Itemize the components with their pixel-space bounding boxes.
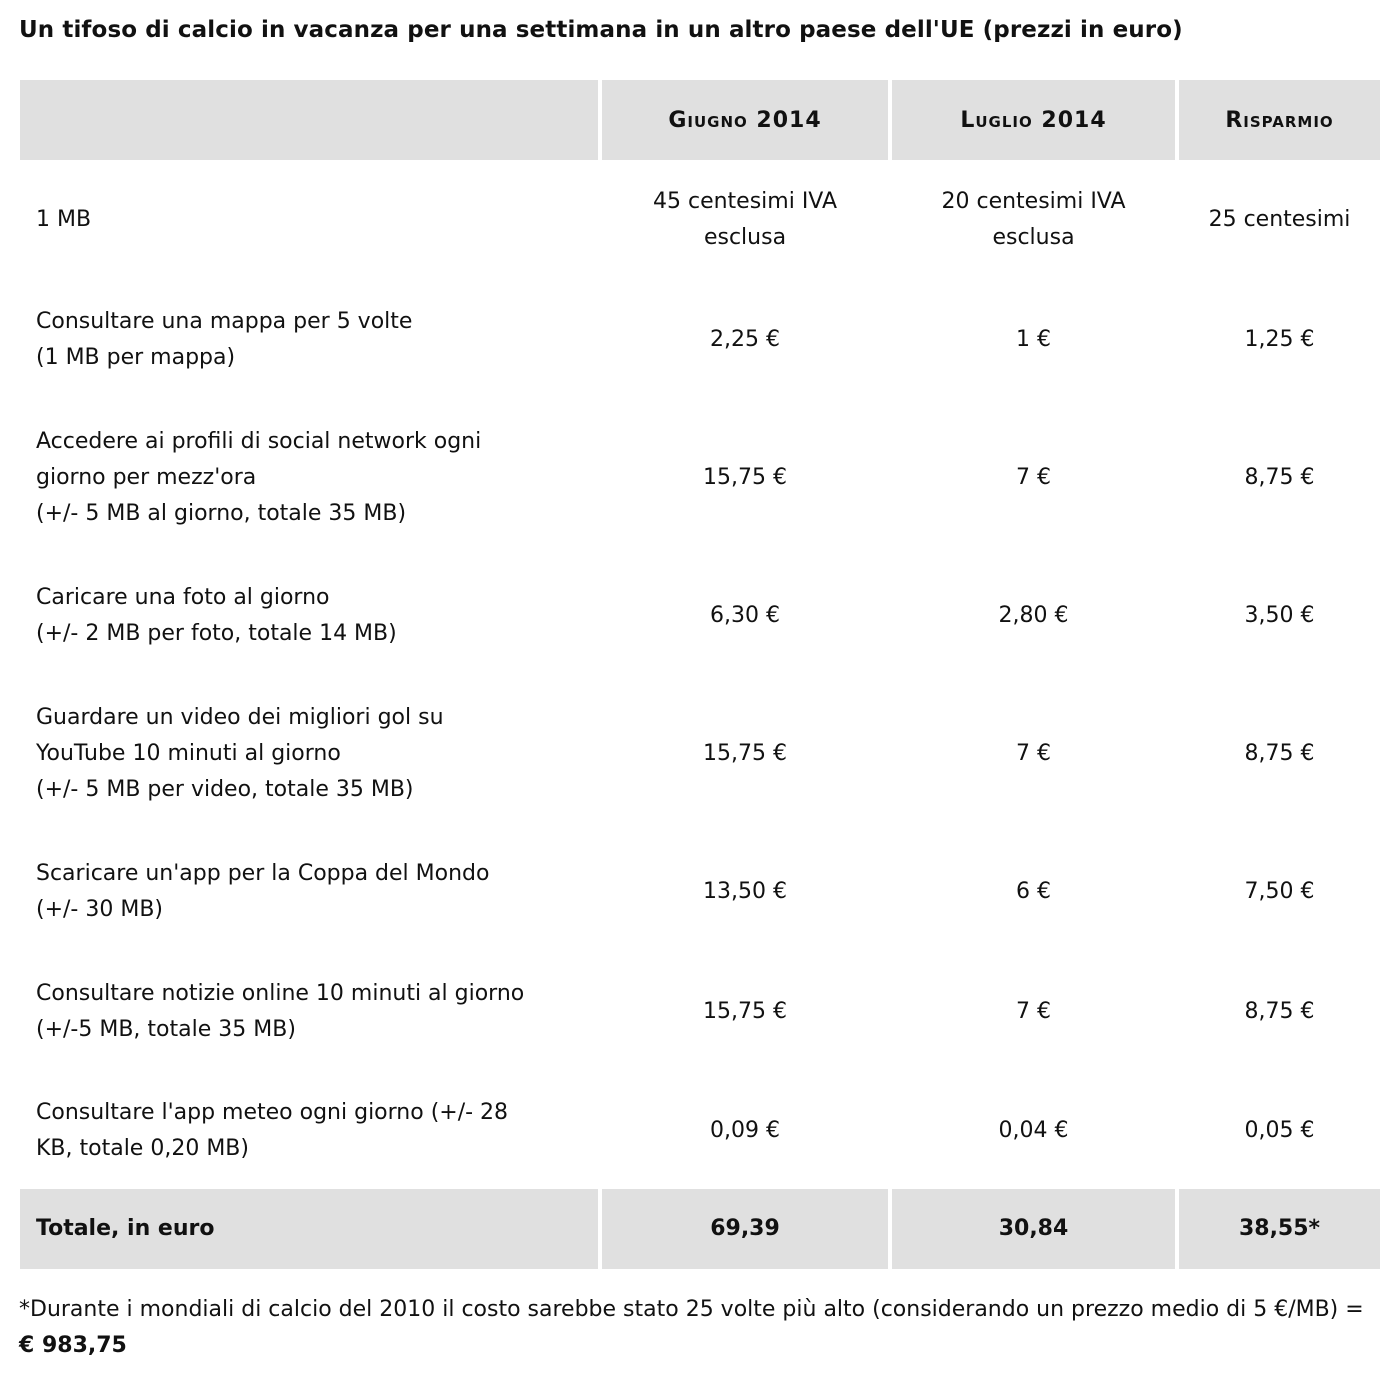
table-row [20, 832, 1380, 952]
table-row [20, 400, 1380, 556]
cell-giugno: 15,75 € [703, 741, 787, 766]
total-giugno: 69,39 [602, 1189, 888, 1269]
footnote-text: *Durante i mondiali di calcio del 2010 il costo sarebbe stato 25 volte più alto (considerando un prezzo medio di 5 €/MB) = [19, 1297, 1364, 1322]
row-label: 1 MB [36, 207, 92, 232]
header-risparmio: Risparmio [1179, 80, 1380, 160]
row-label: Scaricare un'app per la Coppa del Mondo (+/- 30 MB) [36, 861, 490, 922]
row-label: Caricare una foto al giorno (+/- 2 MB per foto, totale 14 MB) [36, 585, 397, 646]
cell-giugno: 0,09 € [710, 1117, 780, 1143]
table-row [20, 280, 1380, 400]
header-empty [20, 80, 598, 160]
total-risparmio: 38,55* [1179, 1189, 1380, 1269]
total-label: Totale, in euro [20, 1189, 598, 1269]
cell-luglio: 7 € [1016, 465, 1051, 490]
cell-luglio: 6 € [1016, 879, 1051, 904]
row-label: Consultare notizie online 10 minuti al giorno (+/-5 MB, totale 35 MB) [36, 981, 525, 1042]
pricing-table [16, 80, 1384, 1269]
footnote [19, 1292, 1379, 1364]
cell-risparmio: 8,75 € [1244, 465, 1315, 490]
table-row [20, 676, 1380, 832]
header-giugno: Giugno 2014 [602, 80, 888, 160]
page-title: Un tifoso di calcio in vacanza per una settimana in un altro paese dell'UE (prezzi in euro) [19, 17, 1183, 43]
cell-risparmio: 0,05 € [1244, 1117, 1315, 1143]
cell-luglio: 7 € [1016, 999, 1051, 1024]
cell-luglio: 7 € [1016, 741, 1051, 766]
table-row [20, 1072, 1380, 1189]
row-label: Accedere ai profili di social network ogni giorno per mezz'ora (+/- 5 MB al giorno, totale 35 MB) [36, 429, 482, 526]
table-header-row [20, 80, 1380, 160]
cell-luglio: 20 centesimi IVA esclusa [941, 189, 1126, 250]
cell-giugno: 6,30 € [710, 603, 780, 628]
cell-luglio: 2,80 € [998, 603, 1069, 628]
cell-risparmio: 8,75 € [1244, 741, 1315, 766]
cell-giugno: 13,50 € [703, 879, 787, 904]
cell-giugno: 15,75 € [703, 999, 787, 1024]
row-label: Consultare una mappa per 5 volte (1 MB per mappa) [36, 309, 413, 370]
total-row [20, 1189, 1380, 1269]
row-label: Consultare l'app meteo ogni giorno (+/- 28 KB, totale 0,20 MB) [36, 1099, 509, 1161]
table-row [20, 952, 1380, 1072]
cell-giugno: 15,75 € [703, 465, 787, 490]
cell-risparmio: 8,75 € [1244, 999, 1315, 1024]
cell-giugno: 45 centesimi IVA esclusa [652, 189, 837, 250]
table-row [20, 556, 1380, 676]
footnote-amount: € 983,75 [19, 1333, 127, 1358]
cell-risparmio: 7,50 € [1244, 879, 1315, 904]
cell-luglio: 1 € [1016, 327, 1051, 352]
row-label: Guardare un video dei migliori gol su YouTube 10 minuti al giorno (+/- 5 MB per video, totale 35 MB) [36, 705, 444, 802]
cell-risparmio: 25 centesimi [1208, 207, 1351, 232]
total-luglio: 30,84 [892, 1189, 1175, 1269]
cell-giugno: 2,25 € [710, 327, 780, 352]
cell-luglio: 0,04 € [998, 1117, 1069, 1143]
header-luglio: Luglio 2014 [892, 80, 1175, 160]
cell-risparmio: 3,50 € [1244, 603, 1315, 628]
table-row [20, 160, 1380, 280]
cell-risparmio: 1,25 € [1244, 327, 1315, 352]
